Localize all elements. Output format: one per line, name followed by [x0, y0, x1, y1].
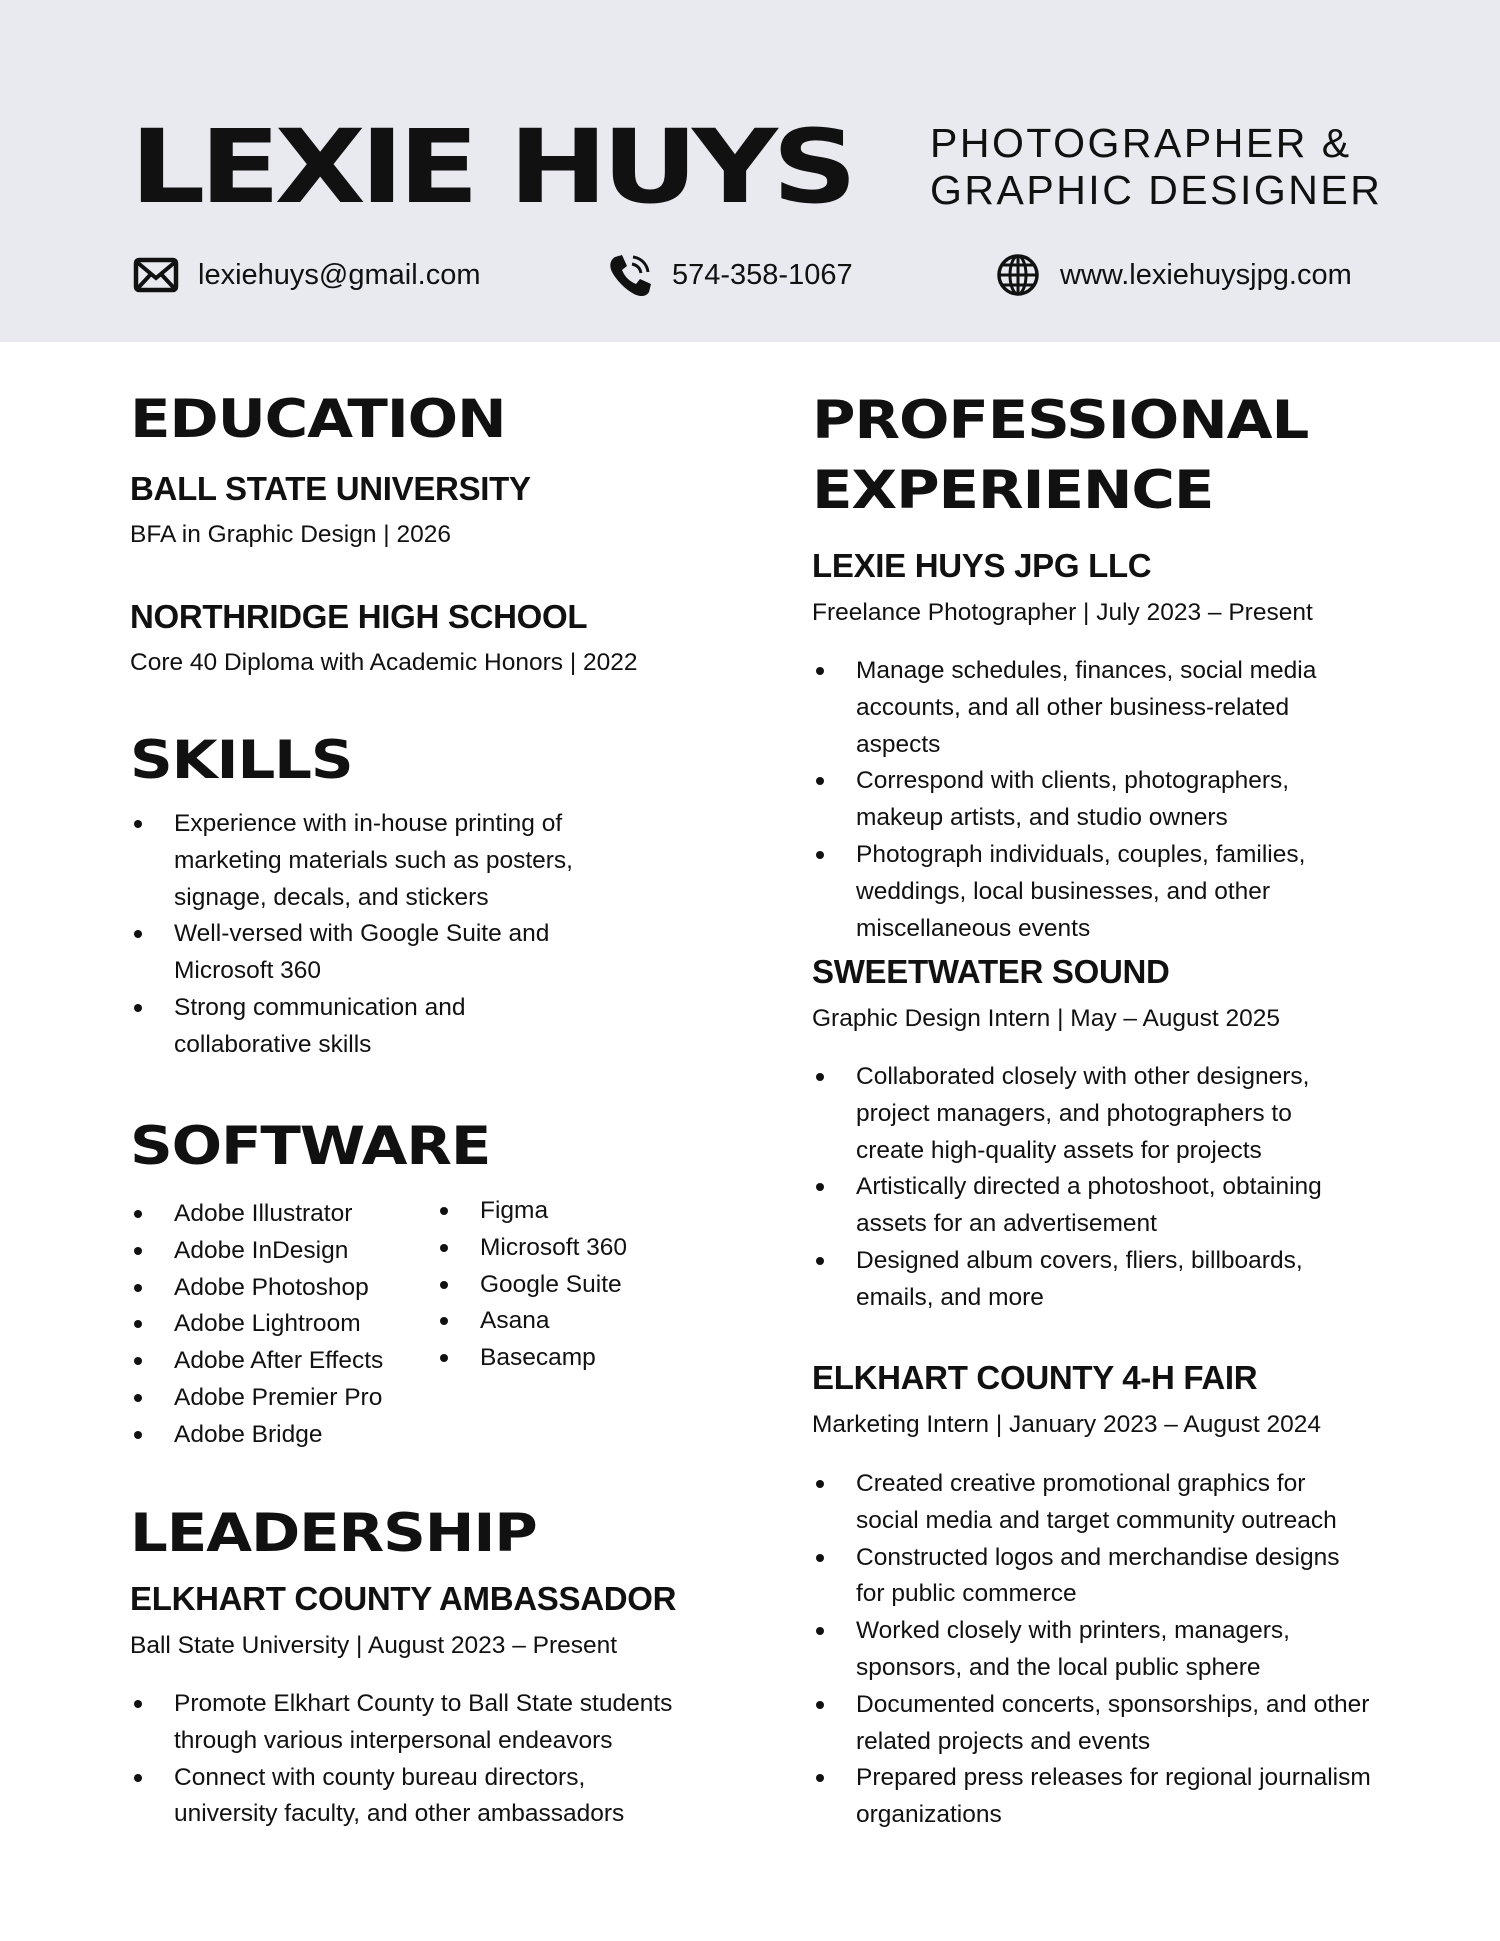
software-list-2: [436, 1193, 666, 1377]
list-item: Adobe After Effects: [130, 1343, 430, 1380]
skills-list: [130, 806, 600, 1064]
experience-heading-line-1: PROFESSIONAL: [812, 390, 1309, 451]
job-detail: Freelance Photographer | July 2023 – Present: [812, 599, 1313, 626]
list-item: Well-versed with Google Suite and Microsoft 360: [130, 916, 600, 990]
job-duties: [812, 653, 1372, 947]
list-item: Constructed logos and merchandise designs for public commerce: [812, 1540, 1372, 1614]
software-list-1: [130, 1196, 430, 1454]
contact-email[interactable]: [132, 250, 480, 300]
email-text: lexiehuys@gmail.com: [198, 258, 481, 291]
job-duties: [812, 1059, 1352, 1317]
resume-header: [0, 0, 1500, 342]
list-item: Experience with in-house printing of marketing materials such as posters, signage, decals, and stickers: [130, 806, 600, 916]
list-item: Adobe Illustrator: [130, 1196, 430, 1233]
job-title-line-1: PHOTOGRAPHER &: [930, 120, 1352, 166]
list-item: Designed album covers, fliers, billboards, emails, and more: [812, 1243, 1352, 1317]
company-name: ELKHART COUNTY 4-H FAIR: [812, 1359, 1258, 1396]
experience-heading-line-2: EXPERIENCE: [812, 460, 1214, 521]
skills-heading: SKILLS: [130, 730, 353, 791]
list-item: Created creative promotional graphics for social media and target community outreach: [812, 1466, 1372, 1540]
leadership-heading: LEADERSHIP: [130, 1503, 537, 1564]
job-duties: [812, 1466, 1372, 1834]
job-title-line-2: GRAPHIC DESIGNER: [930, 167, 1383, 213]
contact-phone[interactable]: [606, 250, 853, 300]
list-item: Figma: [436, 1193, 666, 1230]
list-item: Connect with county bureau directors, university faculty, and other ambassadors: [130, 1760, 690, 1834]
school-detail: Core 40 Diploma with Academic Honors | 2022: [130, 649, 638, 676]
company-name: LEXIE HUYS JPG LLC: [812, 547, 1152, 584]
list-item: Adobe Photoshop: [130, 1270, 430, 1307]
list-item: Prepared press releases for regional journalism organizations: [812, 1760, 1372, 1834]
software-heading: SOFTWARE: [130, 1116, 491, 1177]
envelope-icon: [132, 251, 180, 299]
school-detail: BFA in Graphic Design | 2026: [130, 521, 451, 548]
globe-icon: [994, 251, 1042, 299]
website-text: www.lexiehuysjpg.com: [1060, 258, 1352, 291]
list-item: Photograph individuals, couples, families, weddings, local businesses, and other miscellaneous events: [812, 837, 1372, 947]
list-item: Adobe InDesign: [130, 1233, 430, 1270]
list-item: Basecamp: [436, 1340, 666, 1377]
candidate-name: LEXIE HUYS: [130, 108, 852, 227]
leadership-list: [130, 1686, 690, 1833]
list-item: Artistically directed a photoshoot, obtaining assets for an advertisement: [812, 1169, 1352, 1243]
leadership-role: ELKHART COUNTY AMBASSADOR: [130, 1580, 677, 1617]
list-item: Microsoft 360: [436, 1230, 666, 1267]
list-item: Strong communication and collaborative skills: [130, 990, 600, 1064]
list-item: Google Suite: [436, 1267, 666, 1304]
list-item: Asana: [436, 1303, 666, 1340]
school-name: NORTHRIDGE HIGH SCHOOL: [130, 598, 588, 635]
phone-icon: [606, 251, 654, 299]
job-detail: Marketing Intern | January 2023 – August 2024: [812, 1411, 1321, 1438]
job-detail: Graphic Design Intern | May – August 2025: [812, 1005, 1281, 1032]
list-item: Adobe Bridge: [130, 1417, 430, 1454]
school-name: BALL STATE UNIVERSITY: [130, 470, 531, 507]
phone-text: 574-358-1067: [672, 258, 853, 291]
list-item: Correspond with clients, photographers, makeup artists, and studio owners: [812, 763, 1372, 837]
list-item: Promote Elkhart County to Ball State students through various interpersonal endeavors: [130, 1686, 690, 1760]
list-item: Collaborated closely with other designers, project managers, and photographers to create high-quality assets for projects: [812, 1059, 1352, 1169]
list-item: Adobe Premier Pro: [130, 1380, 430, 1417]
job-title: [930, 120, 1382, 214]
list-item: Worked closely with printers, managers, sponsors, and the local public sphere: [812, 1613, 1372, 1687]
contact-website[interactable]: [994, 250, 1352, 300]
list-item: Documented concerts, sponsorships, and other related projects and events: [812, 1687, 1372, 1761]
leadership-detail: Ball State University | August 2023 – Present: [130, 1632, 618, 1659]
list-item: Manage schedules, finances, social media accounts, and all other business-related aspects: [812, 653, 1372, 763]
education-heading: EDUCATION: [130, 389, 506, 450]
list-item: Adobe Lightroom: [130, 1306, 430, 1343]
experience-heading: [812, 386, 1308, 526]
company-name: SWEETWATER SOUND: [812, 953, 1170, 990]
